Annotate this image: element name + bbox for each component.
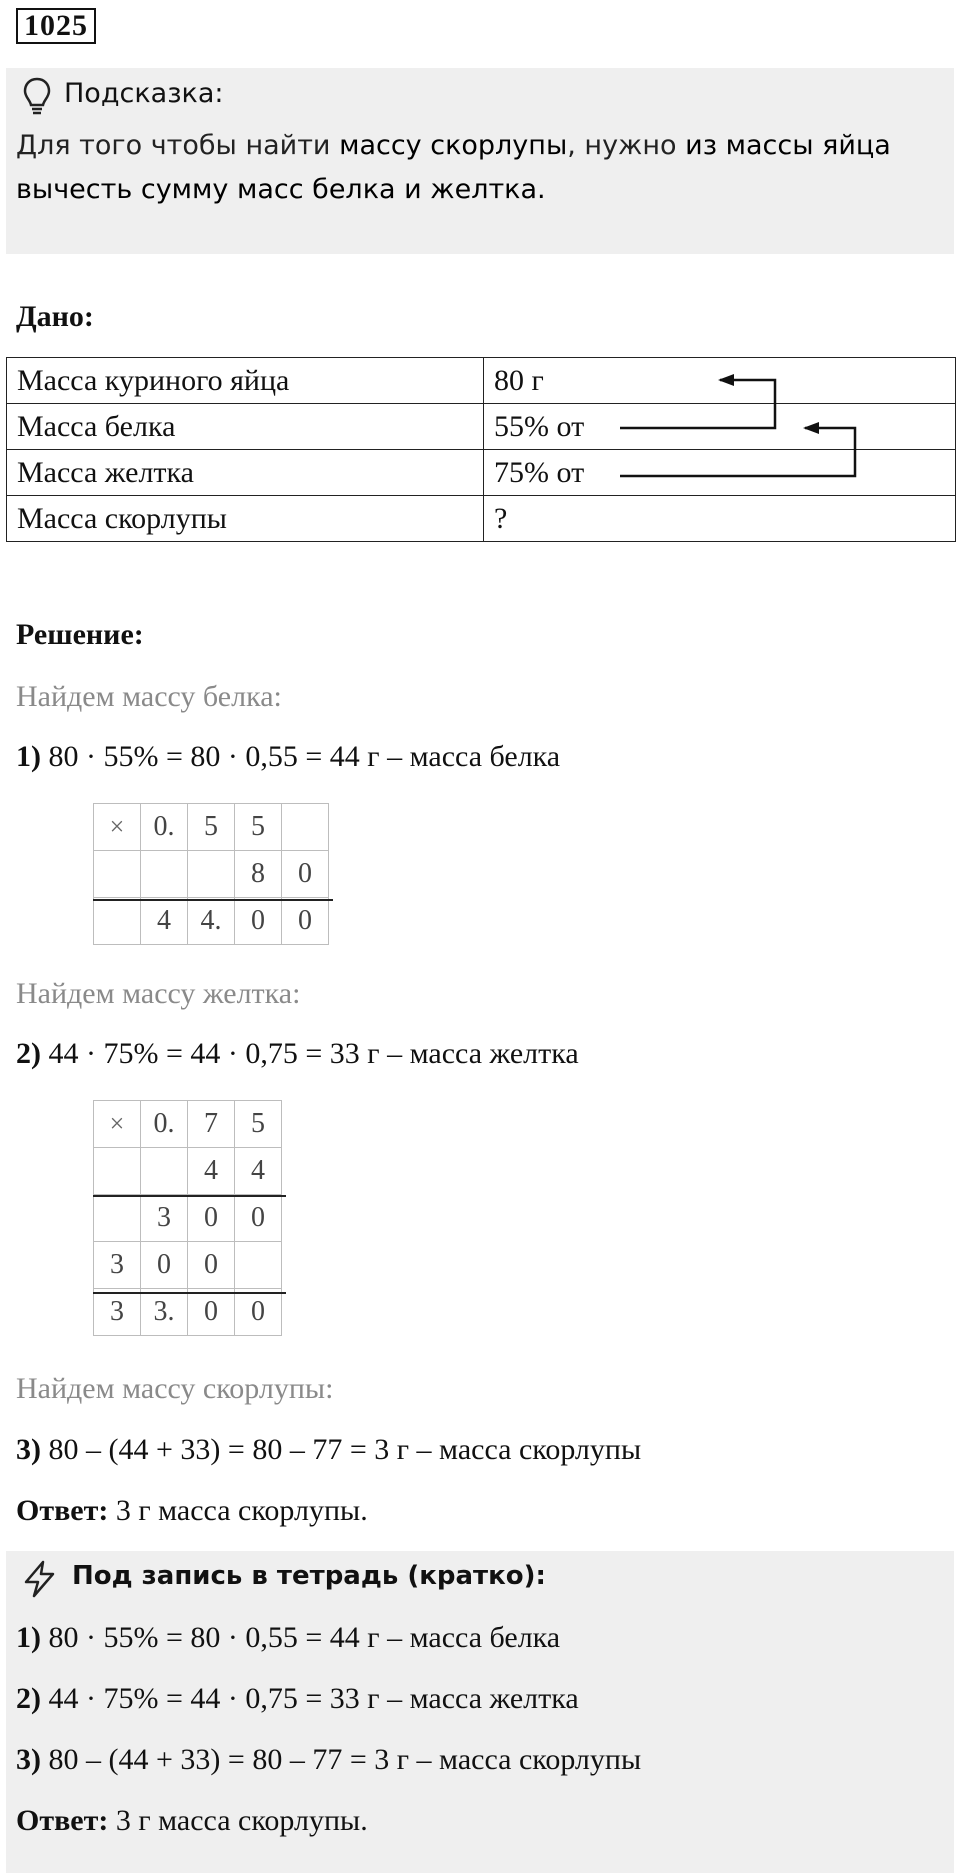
brief-answer: Ответ: 3 г масса скорлупы. bbox=[16, 1804, 368, 1837]
table-row bbox=[7, 496, 956, 542]
digit-cell: 0 bbox=[141, 1242, 188, 1289]
digit-cell: 0 bbox=[235, 1289, 282, 1336]
result-rule bbox=[93, 899, 333, 901]
digit-cell bbox=[94, 898, 141, 945]
hint-box bbox=[6, 68, 954, 254]
times-sign: × bbox=[94, 1101, 141, 1148]
given-label: Масса скорлупы bbox=[7, 496, 484, 542]
digit-cell bbox=[141, 1148, 188, 1195]
answer-line: Ответ: 3 г масса скорлупы. bbox=[16, 1494, 368, 1527]
times-sign: × bbox=[94, 804, 141, 851]
step3-caption: Найдем массу скорлупы: bbox=[16, 1372, 334, 1405]
digit-cell bbox=[282, 804, 329, 851]
digit-cell bbox=[235, 1242, 282, 1289]
lightning-icon bbox=[20, 1559, 60, 1604]
step1-line: 1) 80 · 55% = 80 · 0,55 = 44 г – масса белка bbox=[16, 740, 561, 773]
lightbulb-icon bbox=[22, 76, 52, 120]
step2-line: 2) 44 · 75% = 44 · 0,75 = 33 г – масса желтка bbox=[16, 1037, 579, 1070]
result-rule bbox=[93, 1292, 286, 1294]
digit-cell: 0. bbox=[141, 1101, 188, 1148]
digit-cell: 0 bbox=[235, 1195, 282, 1242]
digit-cell bbox=[188, 851, 235, 898]
brief-title: Под запись в тетрадь (кратко): bbox=[72, 1561, 546, 1591]
brief-line-1: 1) 80 · 55% = 80 · 0,55 = 44 г – масса белка bbox=[16, 1621, 561, 1654]
digit-cell bbox=[94, 1148, 141, 1195]
digit-cell: 5 bbox=[235, 1101, 282, 1148]
digit-cell bbox=[94, 851, 141, 898]
digit-cell bbox=[94, 1195, 141, 1242]
given-value: ? bbox=[484, 496, 956, 542]
step3-line: 3) 80 – (44 + 33) = 80 – 77 = 3 г – масса скорлупы bbox=[16, 1433, 642, 1466]
reference-arrows bbox=[600, 365, 870, 485]
digit-cell: 0. bbox=[141, 804, 188, 851]
digit-cell: 4 bbox=[235, 1148, 282, 1195]
brief-line-2: 2) 44 · 75% = 44 · 0,75 = 33 г – масса желтка bbox=[16, 1682, 579, 1715]
step2-caption: Найдем массу желтка: bbox=[16, 977, 301, 1010]
given-label: Масса белка bbox=[7, 404, 484, 450]
given-value: 55% от bbox=[484, 404, 956, 450]
given-value: 80 г bbox=[484, 358, 956, 404]
hint-title: Подсказка: bbox=[64, 78, 224, 109]
digit-cell: 7 bbox=[188, 1101, 235, 1148]
digit-cell: 3 bbox=[94, 1289, 141, 1336]
given-label: Масса желтка bbox=[7, 450, 484, 496]
digit-cell bbox=[141, 851, 188, 898]
brief-box bbox=[6, 1551, 954, 1873]
digit-cell: 0 bbox=[282, 851, 329, 898]
digit-cell: 0 bbox=[235, 898, 282, 945]
digit-cell: 4 bbox=[141, 898, 188, 945]
digit-cell: 0 bbox=[188, 1289, 235, 1336]
digit-cell: 0 bbox=[188, 1195, 235, 1242]
multiplication-table-2 bbox=[93, 1100, 282, 1336]
solution-heading: Решение: bbox=[16, 618, 144, 651]
given-label: Масса куриного яйца bbox=[7, 358, 484, 404]
digit-cell: 4. bbox=[188, 898, 235, 945]
hint-text: Для того чтобы найти массу скорлупы, нужно из массы яйца вычесть сумму масс белка и желтка. bbox=[16, 130, 891, 205]
digit-cell: 0 bbox=[188, 1242, 235, 1289]
brief-line-3: 3) 80 – (44 + 33) = 80 – 77 = 3 г – масса скорлупы bbox=[16, 1743, 642, 1776]
step1-caption: Найдем массу белка: bbox=[16, 680, 282, 713]
given-value: 75% от bbox=[484, 450, 956, 496]
digit-cell: 3 bbox=[141, 1195, 188, 1242]
digit-cell: 0 bbox=[282, 898, 329, 945]
digit-cell: 3. bbox=[141, 1289, 188, 1336]
digit-cell: 3 bbox=[94, 1242, 141, 1289]
digit-cell: 8 bbox=[235, 851, 282, 898]
partial-rule bbox=[93, 1195, 286, 1197]
digit-cell: 5 bbox=[188, 804, 235, 851]
given-heading: Дано: bbox=[16, 300, 94, 333]
task-number: 1025 bbox=[16, 8, 96, 44]
digit-cell: 5 bbox=[235, 804, 282, 851]
multiplication-table-1 bbox=[93, 803, 329, 945]
digit-cell: 4 bbox=[188, 1148, 235, 1195]
